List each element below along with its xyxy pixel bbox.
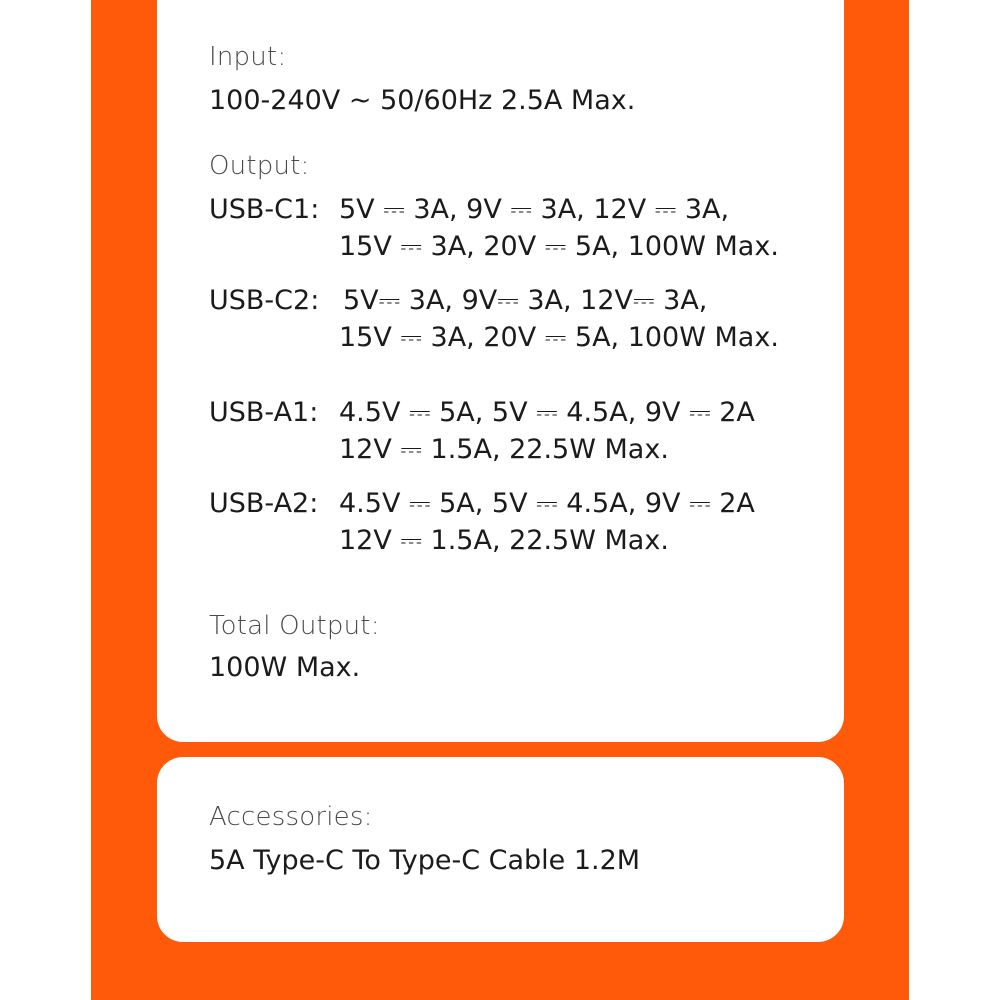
total-output-value: 100W Max.: [209, 652, 361, 683]
port-name-usb-c1: USB-C1:: [209, 194, 320, 225]
port-usb-c1-line-1: 5V ⎓ 3A, 9V ⎓ 3A, 12V ⎓ 3A,: [339, 194, 730, 225]
accessories-value: 5A Type-C To Type-C Cable 1.2M: [209, 845, 641, 876]
port-usb-c2-line-1: 5V⎓ 3A, 9V⎓ 3A, 12V⎓ 3A,: [343, 285, 708, 316]
port-usb-a2-line-2: 12V ⎓ 1.5A, 22.5W Max.: [339, 525, 669, 556]
output-label: Output:: [209, 151, 310, 181]
port-usb-a2-line-1: 4.5V ⎓ 5A, 5V ⎓ 4.5A, 9V ⎓ 2A: [339, 488, 755, 519]
input-value: 100-240V ~ 50/60Hz 2.5A Max.: [209, 85, 636, 116]
specifications-card: [157, 0, 844, 742]
port-usb-c1-line-2: 15V ⎓ 3A, 20V ⎓ 5A, 100W Max.: [339, 231, 779, 262]
port-usb-c2-line-2: 15V ⎓ 3A, 20V ⎓ 5A, 100W Max.: [339, 322, 779, 353]
port-name-usb-a1: USB-A1:: [209, 397, 319, 428]
port-name-usb-c2: USB-C2:: [209, 285, 320, 316]
input-label: Input:: [209, 42, 287, 72]
port-usb-a1-line-1: 4.5V ⎓ 5A, 5V ⎓ 4.5A, 9V ⎓ 2A: [339, 397, 755, 428]
total-output-label: Total Output:: [209, 611, 380, 641]
accessories-label: Accessories:: [209, 802, 373, 832]
port-name-usb-a2: USB-A2:: [209, 488, 319, 519]
accessories-card: [157, 757, 844, 942]
port-usb-a1-line-2: 12V ⎓ 1.5A, 22.5W Max.: [339, 434, 669, 465]
